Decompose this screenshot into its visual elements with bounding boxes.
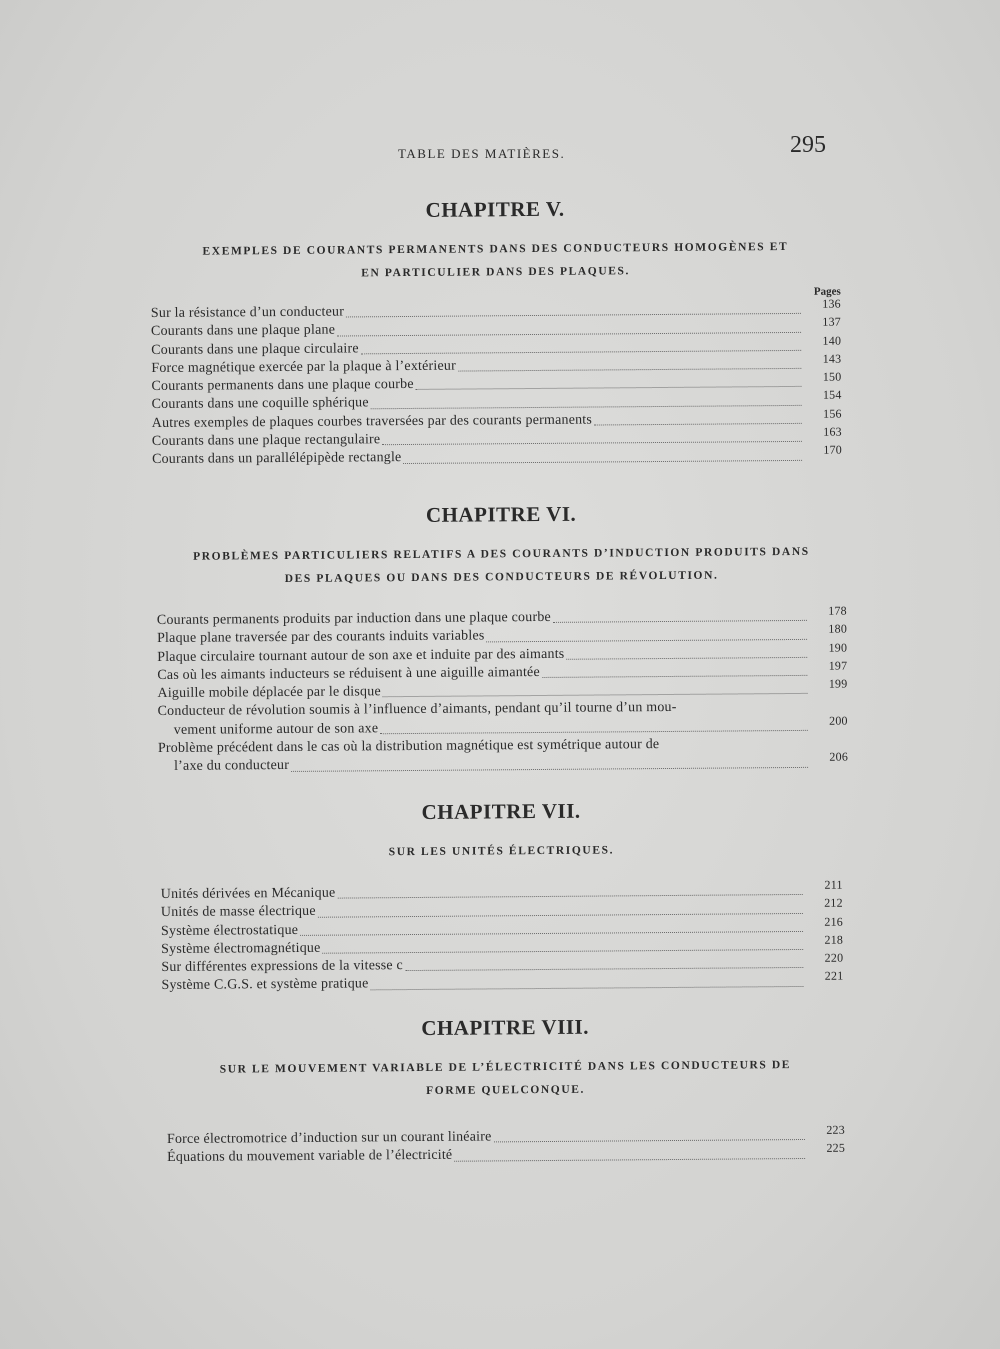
toc-entry-title-continued: vement uniforme autour de son axe (173, 721, 379, 738)
leader-dots (371, 986, 804, 990)
toc-entry-page: 200 (829, 713, 848, 728)
running-head: TABLE DES MATIÈRES. (398, 146, 566, 161)
toc-entry-page: 206 (829, 749, 849, 765)
toc-entry-page: 180 (828, 621, 848, 637)
leader-dots (318, 913, 803, 918)
toc-entry-page: 170 (823, 442, 843, 458)
toc-entry-page: 140 (822, 333, 842, 348)
leader-dots (361, 350, 801, 354)
toc-entry-page: 150 (822, 369, 842, 384)
toc-entry[interactable] (158, 698, 848, 740)
leader-dots (337, 331, 801, 336)
toc-entry-title: Courants dans une plaque circulaire (151, 340, 359, 358)
chapter-subtitle: EXEMPLES DE COURANTS PERMANENTS DANS DES CONDUCTEURS HOMOGÈNES ET EN PARTICULIER DANS DES PLAQUES. (202, 240, 789, 280)
toc-entry-title: Problème précédent dans le cas où la distribution magnétique est symétrique autour de (157, 737, 660, 757)
leader-dots (382, 441, 802, 445)
toc-entry[interactable] (158, 735, 848, 777)
chapter-subtitle: SUR LE MOUVEMENT VARIABLE DE L’ÉLECTRICITÉ DANS LES CONDUCTEURS DE FORME QUELCONQUE. (219, 1059, 792, 1097)
toc-entry[interactable] (167, 1140, 846, 1168)
leader-dots (494, 1139, 805, 1142)
leader-dots (323, 949, 804, 954)
toc-entry-list (156, 603, 849, 777)
chapter-title: CHAPITRE VI. (425, 501, 577, 527)
leader-dots (566, 657, 807, 660)
leader-dots (291, 767, 808, 772)
leader-dots (346, 313, 801, 318)
toc-entry-title: Courants permanents produits par induction dans une plaque courbe (156, 609, 551, 628)
leader-dots (553, 620, 807, 623)
chapter-title: CHAPITRE VII. (421, 798, 581, 824)
toc-entry-title: Équations du mouvement variable de l’électricité (167, 1148, 453, 1166)
toc-entry-title: Courants dans une coquille sphérique (151, 395, 369, 413)
toc-entry-page: 178 (828, 603, 847, 618)
pages-column-label: Pages (813, 285, 841, 298)
leader-dots (380, 730, 808, 734)
leader-dots (416, 386, 802, 390)
toc-entry-title: Système électrostatique (160, 922, 299, 939)
chapter-viii (166, 1013, 845, 1168)
leader-dots (371, 405, 802, 409)
toc-entry-title: Unités dérivées en Mécanique (160, 885, 336, 902)
toc-entry-page: 216 (824, 914, 844, 929)
toc-entry-title: Système électromagnétique (161, 940, 321, 957)
chapter-subtitle: SUR LES UNITÉS ÉLECTRIQUES. (388, 844, 615, 859)
toc-entry-page: 163 (823, 424, 842, 439)
toc-entry-title: Sur différentes expressions de la vitesse c (161, 958, 403, 976)
toc-entry-page: 225 (826, 1140, 846, 1156)
toc-entry-page: 211 (824, 877, 843, 892)
leader-dots (542, 675, 807, 678)
chapter-title: CHAPITRE V. (425, 196, 565, 222)
toc-entry-title: Cas où les aimants inducteurs se réduisent à une aiguille aimantée (157, 664, 540, 683)
leader-dots (405, 967, 803, 971)
toc-entry-page: 197 (828, 658, 848, 673)
toc-entry-page: 218 (824, 932, 844, 947)
toc-entry-list (150, 296, 843, 470)
toc-entry-page: 154 (822, 388, 842, 403)
chapter-vii (160, 797, 844, 996)
leader-dots (458, 368, 801, 372)
toc-entry-page: 212 (824, 895, 843, 911)
leader-dots (487, 638, 808, 642)
toc-entry-page: 137 (822, 314, 842, 330)
toc-entry-title: Courants dans un parallélépipède rectangle (151, 450, 402, 468)
toc-entry-title: Système C.G.S. et système pratique (161, 976, 369, 994)
toc-entry-title: Plaque circulaire tournant autour de son axe et induite par des aimants (157, 646, 565, 665)
toc-entry-page: 156 (823, 406, 842, 421)
toc-entry-page: 221 (824, 969, 844, 984)
toc-entry-page: 220 (824, 950, 844, 965)
toc-entry-list (160, 877, 844, 996)
toc-entry-title: Force électromotrice d’induction sur un courant linéaire (166, 1129, 492, 1147)
toc-entry-title: Plaque plane traversée par des courants induits variables (156, 628, 485, 647)
leader-dots (403, 460, 802, 464)
toc-entry-title: Aiguille mobile déplacée par le disque (157, 684, 381, 702)
leader-dots (383, 693, 808, 697)
page-number: 295 (790, 132, 826, 158)
toc-entry-page: 199 (828, 676, 848, 691)
toc-entry-title: Conducteur de révolution soumis à l’influence d’aimants, pendant qu’il tourne d’un mou- (157, 700, 677, 720)
leader-dots (337, 894, 802, 899)
toc-entry-page: 190 (828, 640, 848, 655)
toc-entry-title: Courants permanents dans une plaque courbe (151, 377, 414, 395)
leader-dots (594, 423, 802, 426)
leader-dots (454, 1158, 805, 1162)
toc-entry-title-continued: l’axe du conducteur (173, 758, 290, 775)
toc-entry-title: Sur la résistance d’un conducteur (150, 304, 345, 321)
chapter-subtitle: PROBLÈMES PARTICULIERS RELATIFS A DES COURANTS D’INDUCTION PRODUITS DANS DES PLAQUES OU DANS DES CONDUCTEURS DE RÉVOLUTION. (193, 545, 810, 585)
toc-entry-list (166, 1122, 846, 1168)
toc-entry-title: Unités de masse électrique (160, 904, 316, 921)
toc-entry-title: Courants dans une plaque rectangulaire (151, 432, 381, 450)
toc-entry-title: Autres exemples de plaques courbes traversées par des courants permanents (151, 412, 593, 431)
toc-entry-title: Courants dans une plaque plane (150, 322, 336, 340)
leader-dots (300, 931, 803, 936)
chapter-vi (156, 500, 848, 777)
toc-entry-title: Force magnétique exercée par la plaque à l’extérieur (151, 358, 457, 376)
toc-entry-page: 143 (822, 351, 842, 366)
chapter-title: CHAPITRE VIII. (421, 1014, 590, 1040)
chapter-v (150, 195, 842, 470)
toc-entry-page: 136 (822, 296, 841, 311)
toc-entry-page: 223 (826, 1122, 845, 1137)
